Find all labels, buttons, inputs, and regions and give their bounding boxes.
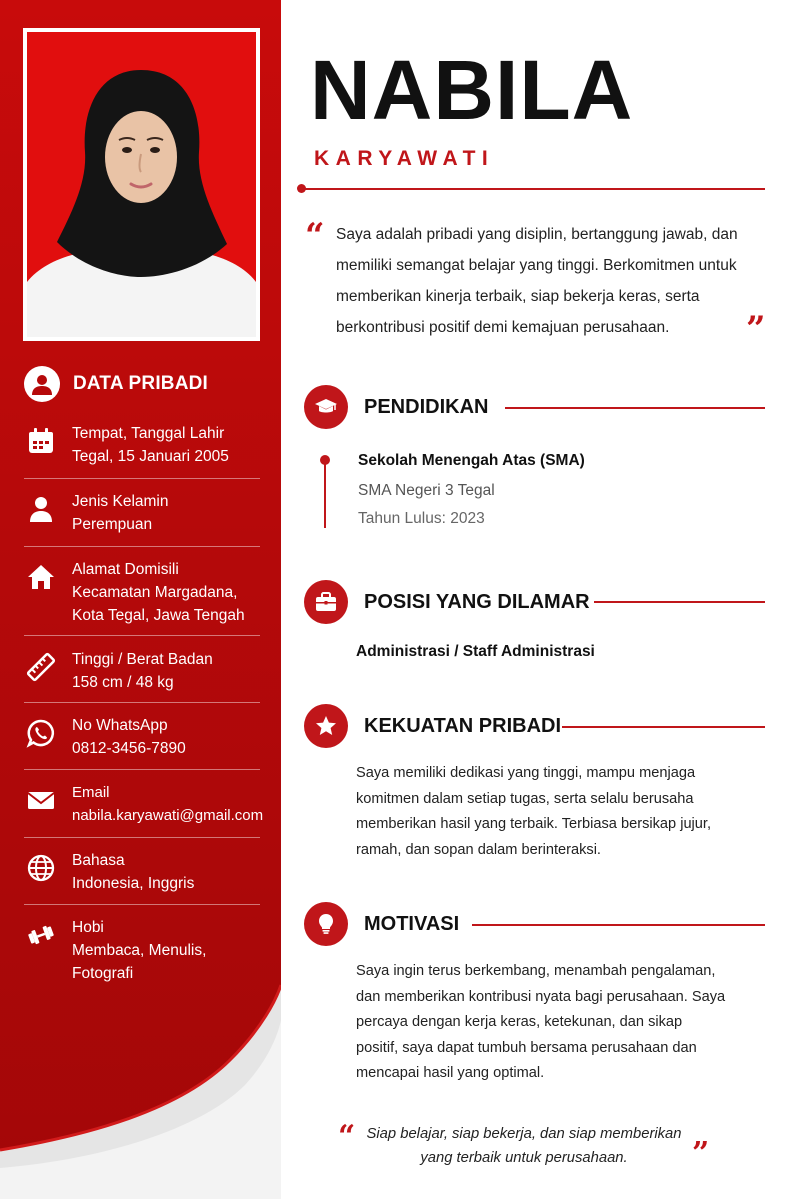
education-title: PENDIDIKAN bbox=[364, 395, 489, 418]
education-heading bbox=[304, 385, 488, 429]
info-address bbox=[24, 558, 260, 627]
info-value: nabila.karyawati@gmail.com bbox=[72, 807, 264, 824]
closing-quote-open-icon: “ bbox=[338, 1119, 356, 1154]
info-label: No WhatsApp bbox=[72, 717, 168, 734]
info-value: Membaca, Menulis, Fotografi bbox=[72, 942, 207, 982]
person-icon bbox=[24, 490, 58, 536]
profile-photo bbox=[23, 28, 260, 341]
graduation-cap-icon bbox=[304, 385, 348, 429]
divider bbox=[24, 546, 260, 547]
dumbbell-icon bbox=[24, 916, 58, 985]
ruler-icon bbox=[24, 648, 58, 694]
info-label: Jenis Kelamin bbox=[72, 493, 169, 510]
education-level: Sekolah Menengah Atas (SMA) bbox=[358, 452, 585, 469]
lightbulb-icon bbox=[304, 902, 348, 946]
info-language bbox=[24, 849, 260, 895]
info-label: Bahasa bbox=[72, 852, 125, 869]
star-icon bbox=[304, 704, 348, 748]
info-birth bbox=[24, 422, 260, 468]
info-label: Email bbox=[72, 784, 110, 801]
education-graduation: Tahun Lulus: 2023 bbox=[358, 510, 485, 527]
personal-data-title: DATA PRIBADI bbox=[73, 373, 209, 394]
info-value: Perempuan bbox=[72, 516, 153, 533]
divider bbox=[24, 904, 260, 905]
strengths-heading bbox=[304, 704, 561, 748]
motivation-text: Saya ingin terus berkembang, menambah pengalaman, dan memberikan kontribusi nyata bagi perusahaan. Saya percaya dengan kerja keras, ketekunan, dan sikap positif, saya dapat tumbuh bersama perusahaan dan mencapai hasil yang optimal. bbox=[356, 963, 726, 1081]
title-rule bbox=[300, 188, 765, 190]
education-school: SMA Negeri 3 Tegal bbox=[358, 482, 495, 499]
info-height-weight bbox=[24, 648, 260, 694]
info-email bbox=[24, 781, 264, 827]
info-label: Tempat, Tanggal Lahir bbox=[72, 425, 225, 442]
divider bbox=[24, 769, 260, 770]
motivation-title: MOTIVASI bbox=[364, 912, 460, 935]
applicant-name: NABILA bbox=[310, 43, 634, 137]
position-rule bbox=[594, 601, 765, 603]
divider bbox=[24, 702, 260, 703]
closing-quote-close-icon: ” bbox=[692, 1136, 710, 1171]
info-value: Indonesia, Inggris bbox=[72, 875, 195, 892]
motivation-rule bbox=[472, 924, 765, 926]
closing-statement: Siap belajar, siap bekerja, dan siap memberikan yang terbaik untuk perusahaan. bbox=[366, 1126, 682, 1166]
strengths-text: Saya memiliki dedikasi yang tinggi, mampu menjaga komitmen dalam setiap tugas, serta selalu berusaha memberikan hasil yang terbaik. Terbiasa bersikap jujur, ramah, dan sopan dalam berinteraksi. bbox=[356, 765, 712, 858]
globe-icon bbox=[24, 849, 58, 895]
quote-close-icon: ” bbox=[746, 309, 766, 349]
briefcase-icon bbox=[304, 580, 348, 624]
info-whatsapp bbox=[24, 714, 260, 760]
education-rule bbox=[505, 407, 765, 409]
divider bbox=[24, 478, 260, 479]
info-label: Alamat Domisili bbox=[72, 561, 179, 578]
info-value: Kecamatan Margadana, Kota Tegal, Jawa Tengah bbox=[72, 584, 245, 624]
email-icon bbox=[24, 781, 58, 827]
strengths-title: KEKUATAN PRIBADI bbox=[364, 714, 562, 737]
divider bbox=[24, 837, 260, 838]
divider bbox=[24, 635, 260, 636]
info-value: 0812-3456-7890 bbox=[72, 740, 186, 757]
info-value: 158 cm / 48 kg bbox=[72, 674, 174, 691]
info-hobby bbox=[24, 916, 260, 985]
info-value: Tegal, 15 Januari 2005 bbox=[72, 448, 229, 465]
position-heading bbox=[304, 580, 590, 624]
education-timeline-dot bbox=[320, 455, 330, 465]
strengths-rule bbox=[562, 726, 765, 728]
info-gender bbox=[24, 490, 260, 536]
user-circle-icon bbox=[24, 366, 60, 402]
info-label: Hobi bbox=[72, 919, 104, 936]
summary-text: Saya adalah pribadi yang disiplin, bertanggung jawab, dan memiliki semangat belajar yang tinggi. Berkomitmen untuk memberikan kinerja terbaik, siap bekerja keras, serta berkontribusi positif demi kemajuan perusahaan. bbox=[336, 226, 738, 336]
whatsapp-icon bbox=[24, 714, 58, 760]
education-timeline-line bbox=[324, 462, 326, 528]
info-label: Tinggi / Berat Badan bbox=[72, 651, 213, 668]
position-value: Administrasi / Staff Administrasi bbox=[356, 643, 595, 660]
quote-open-icon: “ bbox=[305, 216, 325, 256]
applicant-role: KARYAWATI bbox=[314, 147, 495, 170]
motivation-heading bbox=[304, 902, 459, 946]
sidebar bbox=[0, 0, 281, 1199]
home-icon bbox=[24, 558, 58, 627]
calendar-icon bbox=[24, 422, 58, 468]
position-title: POSISI YANG DILAMAR bbox=[364, 590, 590, 613]
personal-data-heading bbox=[24, 365, 208, 403]
